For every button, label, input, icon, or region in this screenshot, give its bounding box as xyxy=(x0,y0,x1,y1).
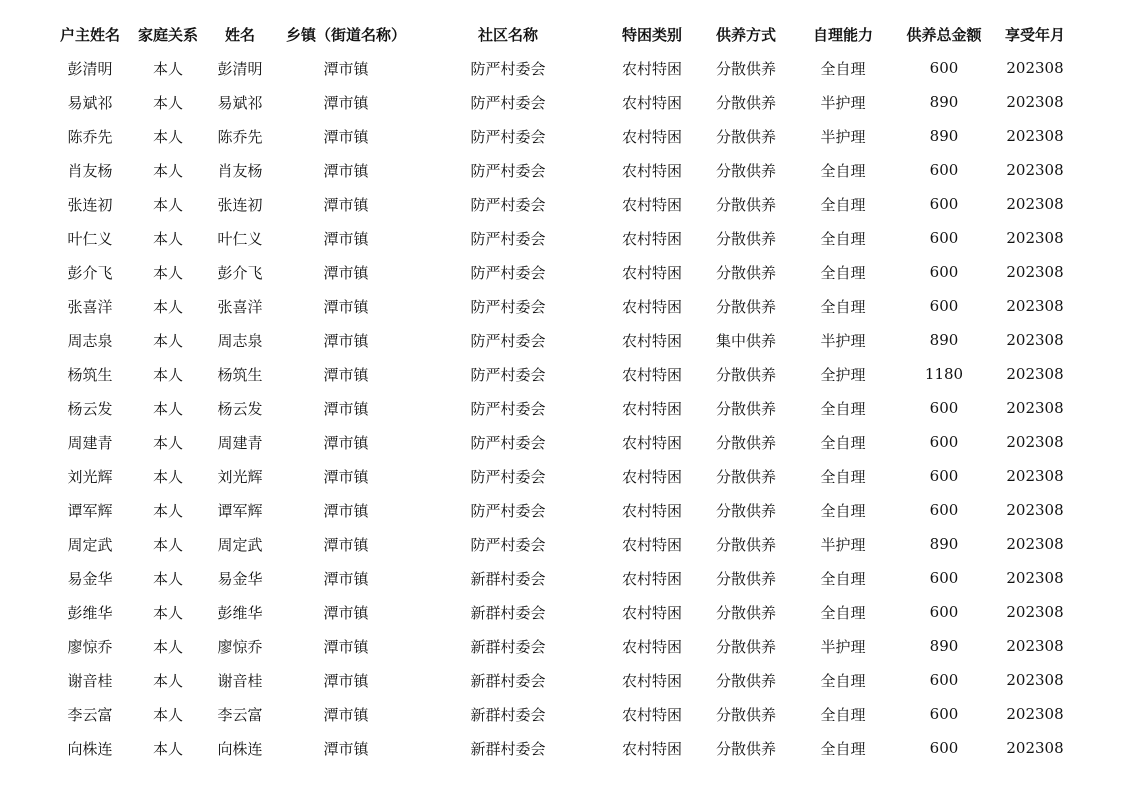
cell-relation: 本人 xyxy=(152,433,183,452)
cell-month: 202308 xyxy=(1006,263,1064,281)
cell-township: 潭市镇 xyxy=(323,569,369,588)
cell-community: 新群村委会 xyxy=(470,705,546,724)
cell-amount: 600 xyxy=(929,501,959,519)
cell-amount: 600 xyxy=(929,229,959,247)
cell-category: 农村特困 xyxy=(621,365,682,384)
cell-category: 农村特困 xyxy=(621,195,682,214)
cell-township: 潭市镇 xyxy=(323,535,369,554)
cell-township: 潭市镇 xyxy=(323,263,369,282)
cell-community: 防严村委会 xyxy=(470,93,546,112)
cell-amount: 600 xyxy=(929,467,959,485)
cell-category: 农村特困 xyxy=(621,671,682,690)
cell-support-mode: 分散供养 xyxy=(715,467,776,486)
cell-month: 202308 xyxy=(1006,433,1064,451)
cell-amount: 600 xyxy=(929,263,959,281)
cell-self-care: 全自理 xyxy=(820,569,866,588)
cell-amount: 600 xyxy=(929,705,959,723)
cell-self-care: 全自理 xyxy=(820,161,866,180)
cell-name: 张连初 xyxy=(217,195,263,214)
cell-relation: 本人 xyxy=(152,535,183,554)
cell-support-mode: 分散供养 xyxy=(715,637,776,656)
cell-township: 潭市镇 xyxy=(323,467,369,486)
cell-township: 潭市镇 xyxy=(323,399,369,418)
cell-amount: 600 xyxy=(929,603,959,621)
cell-self-care: 全自理 xyxy=(820,297,866,316)
cell-township: 潭市镇 xyxy=(323,127,369,146)
cell-category: 农村特困 xyxy=(621,93,682,112)
cell-community: 防严村委会 xyxy=(470,535,546,554)
cell-category: 农村特困 xyxy=(621,399,682,418)
header-cell-support-mode: 供养方式 xyxy=(715,25,776,44)
cell-household-head: 周建青 xyxy=(67,433,113,452)
cell-township: 潭市镇 xyxy=(323,331,369,350)
cell-household-head: 张连初 xyxy=(67,195,113,214)
cell-household-head: 杨云发 xyxy=(67,399,113,418)
cell-household-head: 周志泉 xyxy=(67,331,113,350)
cell-name: 易斌祁 xyxy=(217,93,263,112)
cell-support-mode: 分散供养 xyxy=(715,161,776,180)
cell-community: 防严村委会 xyxy=(470,501,546,520)
cell-household-head: 谢音桂 xyxy=(67,671,113,690)
cell-support-mode: 分散供养 xyxy=(715,93,776,112)
cell-name: 肖友杨 xyxy=(217,161,263,180)
cell-support-mode: 分散供养 xyxy=(715,739,776,758)
header-cell-month: 享受年月 xyxy=(1004,25,1065,44)
table-row xyxy=(48,493,1080,527)
cell-category: 农村特困 xyxy=(621,161,682,180)
cell-amount: 890 xyxy=(929,637,959,655)
cell-self-care: 全自理 xyxy=(820,467,866,486)
cell-community: 防严村委会 xyxy=(470,161,546,180)
cell-support-mode: 集中供养 xyxy=(715,331,776,350)
cell-relation: 本人 xyxy=(152,161,183,180)
cell-amount: 600 xyxy=(929,59,959,77)
table-row xyxy=(48,391,1080,425)
cell-amount: 600 xyxy=(929,161,959,179)
cell-amount: 890 xyxy=(929,331,959,349)
cell-self-care: 全自理 xyxy=(820,59,866,78)
cell-community: 新群村委会 xyxy=(470,671,546,690)
table-row xyxy=(48,323,1080,357)
cell-month: 202308 xyxy=(1006,161,1064,179)
cell-household-head: 易金华 xyxy=(67,569,113,588)
cell-month: 202308 xyxy=(1006,365,1064,383)
cell-relation: 本人 xyxy=(152,59,183,78)
header-cell-category: 特困类别 xyxy=(621,25,682,44)
cell-amount: 1180 xyxy=(924,365,964,383)
table-row xyxy=(48,731,1080,765)
cell-name: 杨云发 xyxy=(217,399,263,418)
cell-amount: 600 xyxy=(929,569,959,587)
cell-household-head: 谭军辉 xyxy=(67,501,113,520)
cell-self-care: 全护理 xyxy=(820,365,866,384)
cell-household-head: 易斌祁 xyxy=(67,93,113,112)
cell-township: 潭市镇 xyxy=(323,671,369,690)
cell-month: 202308 xyxy=(1006,127,1064,145)
cell-month: 202308 xyxy=(1006,229,1064,247)
cell-category: 农村特困 xyxy=(621,535,682,554)
cell-amount: 600 xyxy=(929,433,959,451)
cell-household-head: 彭清明 xyxy=(67,59,113,78)
cell-relation: 本人 xyxy=(152,467,183,486)
cell-relation: 本人 xyxy=(152,331,183,350)
cell-name: 谭军辉 xyxy=(217,501,263,520)
cell-name: 易金华 xyxy=(217,569,263,588)
table-row xyxy=(48,697,1080,731)
table-row xyxy=(48,425,1080,459)
cell-month: 202308 xyxy=(1006,535,1064,553)
cell-household-head: 张喜洋 xyxy=(67,297,113,316)
cell-amount: 600 xyxy=(929,671,959,689)
cell-relation: 本人 xyxy=(152,705,183,724)
table-row xyxy=(48,221,1080,255)
cell-category: 农村特困 xyxy=(621,59,682,78)
cell-household-head: 向株连 xyxy=(67,739,113,758)
cell-support-mode: 分散供养 xyxy=(715,127,776,146)
table-row xyxy=(48,255,1080,289)
table-row xyxy=(48,663,1080,697)
cell-relation: 本人 xyxy=(152,127,183,146)
cell-support-mode: 分散供养 xyxy=(715,569,776,588)
table-row xyxy=(48,289,1080,323)
table-body xyxy=(48,51,1080,765)
cell-amount: 600 xyxy=(929,399,959,417)
cell-name: 陈乔先 xyxy=(217,127,263,146)
cell-name: 彭维华 xyxy=(217,603,263,622)
cell-amount: 600 xyxy=(929,297,959,315)
table-row xyxy=(48,629,1080,663)
cell-support-mode: 分散供养 xyxy=(715,365,776,384)
header-cell-name: 姓名 xyxy=(224,25,255,44)
cell-self-care: 半护理 xyxy=(820,331,866,350)
cell-month: 202308 xyxy=(1006,739,1064,757)
cell-month: 202308 xyxy=(1006,569,1064,587)
cell-township: 潭市镇 xyxy=(323,59,369,78)
cell-township: 潭市镇 xyxy=(323,739,369,758)
cell-community: 防严村委会 xyxy=(470,365,546,384)
cell-township: 潭市镇 xyxy=(323,93,369,112)
cell-category: 农村特困 xyxy=(621,263,682,282)
cell-self-care: 全自理 xyxy=(820,603,866,622)
table-row xyxy=(48,119,1080,153)
cell-month: 202308 xyxy=(1006,331,1064,349)
cell-name: 李云富 xyxy=(217,705,263,724)
cell-name: 彭介飞 xyxy=(217,263,263,282)
cell-name: 周定武 xyxy=(217,535,263,554)
cell-household-head: 廖惊乔 xyxy=(67,637,113,656)
header-cell-township: 乡镇（街道名称） xyxy=(285,25,406,44)
cell-self-care: 全自理 xyxy=(820,739,866,758)
cell-community: 新群村委会 xyxy=(470,739,546,758)
cell-category: 农村特困 xyxy=(621,127,682,146)
cell-relation: 本人 xyxy=(152,569,183,588)
cell-category: 农村特困 xyxy=(621,433,682,452)
cell-township: 潭市镇 xyxy=(323,603,369,622)
cell-support-mode: 分散供养 xyxy=(715,705,776,724)
cell-amount: 890 xyxy=(929,127,959,145)
cell-township: 潭市镇 xyxy=(323,229,369,248)
cell-month: 202308 xyxy=(1006,467,1064,485)
cell-relation: 本人 xyxy=(152,263,183,282)
cell-self-care: 全自理 xyxy=(820,263,866,282)
cell-category: 农村特困 xyxy=(621,297,682,316)
cell-community: 防严村委会 xyxy=(470,399,546,418)
table-row xyxy=(48,459,1080,493)
cell-name: 刘光辉 xyxy=(217,467,263,486)
cell-support-mode: 分散供养 xyxy=(715,399,776,418)
cell-month: 202308 xyxy=(1006,297,1064,315)
cell-community: 防严村委会 xyxy=(470,433,546,452)
cell-household-head: 肖友杨 xyxy=(67,161,113,180)
cell-month: 202308 xyxy=(1006,705,1064,723)
cell-support-mode: 分散供养 xyxy=(715,297,776,316)
cell-amount: 890 xyxy=(929,535,959,553)
cell-self-care: 全自理 xyxy=(820,195,866,214)
cell-community: 防严村委会 xyxy=(470,467,546,486)
cell-township: 潭市镇 xyxy=(323,161,369,180)
cell-township: 潭市镇 xyxy=(323,705,369,724)
cell-name: 周志泉 xyxy=(217,331,263,350)
cell-support-mode: 分散供养 xyxy=(715,229,776,248)
cell-name: 杨筑生 xyxy=(217,365,263,384)
cell-relation: 本人 xyxy=(152,93,183,112)
cell-household-head: 叶仁义 xyxy=(67,229,113,248)
cell-support-mode: 分散供养 xyxy=(715,195,776,214)
cell-self-care: 全自理 xyxy=(820,705,866,724)
cell-self-care: 半护理 xyxy=(820,535,866,554)
cell-self-care: 全自理 xyxy=(820,501,866,520)
table-row xyxy=(48,561,1080,595)
cell-township: 潭市镇 xyxy=(323,637,369,656)
cell-community: 新群村委会 xyxy=(470,637,546,656)
table-row xyxy=(48,85,1080,119)
cell-relation: 本人 xyxy=(152,297,183,316)
cell-relation: 本人 xyxy=(152,739,183,758)
header-cell-amount: 供养总金额 xyxy=(906,25,982,44)
cell-month: 202308 xyxy=(1006,59,1064,77)
cell-community: 防严村委会 xyxy=(470,127,546,146)
cell-month: 202308 xyxy=(1006,399,1064,417)
cell-household-head: 彭介飞 xyxy=(67,263,113,282)
cell-support-mode: 分散供养 xyxy=(715,433,776,452)
cell-name: 谢音桂 xyxy=(217,671,263,690)
cell-month: 202308 xyxy=(1006,93,1064,111)
cell-community: 防严村委会 xyxy=(470,195,546,214)
cell-self-care: 全自理 xyxy=(820,433,866,452)
cell-month: 202308 xyxy=(1006,603,1064,621)
cell-support-mode: 分散供养 xyxy=(715,501,776,520)
cell-household-head: 彭维华 xyxy=(67,603,113,622)
cell-category: 农村特困 xyxy=(621,739,682,758)
cell-amount: 600 xyxy=(929,739,959,757)
cell-township: 潭市镇 xyxy=(323,501,369,520)
cell-month: 202308 xyxy=(1006,501,1064,519)
cell-community: 新群村委会 xyxy=(470,569,546,588)
header-cell-community: 社区名称 xyxy=(477,25,538,44)
cell-month: 202308 xyxy=(1006,195,1064,213)
cell-township: 潭市镇 xyxy=(323,365,369,384)
cell-category: 农村特困 xyxy=(621,637,682,656)
cell-name: 叶仁义 xyxy=(217,229,263,248)
cell-township: 潭市镇 xyxy=(323,195,369,214)
cell-relation: 本人 xyxy=(152,399,183,418)
cell-relation: 本人 xyxy=(152,637,183,656)
cell-name: 周建青 xyxy=(217,433,263,452)
cell-self-care: 全自理 xyxy=(820,399,866,418)
cell-relation: 本人 xyxy=(152,195,183,214)
cell-category: 农村特困 xyxy=(621,501,682,520)
table-header xyxy=(48,17,1080,51)
cell-community: 防严村委会 xyxy=(470,263,546,282)
cell-relation: 本人 xyxy=(152,671,183,690)
header-cell-household-head: 户主姓名 xyxy=(59,25,120,44)
header-cell-relation: 家庭关系 xyxy=(137,25,198,44)
cell-category: 农村特困 xyxy=(621,331,682,350)
cell-category: 农村特困 xyxy=(621,229,682,248)
cell-relation: 本人 xyxy=(152,501,183,520)
table-row xyxy=(48,357,1080,391)
cell-amount: 890 xyxy=(929,93,959,111)
cell-household-head: 陈乔先 xyxy=(67,127,113,146)
header-cell-self-care: 自理能力 xyxy=(812,25,873,44)
cell-community: 防严村委会 xyxy=(470,331,546,350)
cell-amount: 600 xyxy=(929,195,959,213)
cell-community: 防严村委会 xyxy=(470,59,546,78)
cell-household-head: 杨筑生 xyxy=(67,365,113,384)
cell-category: 农村特困 xyxy=(621,705,682,724)
table-row xyxy=(48,527,1080,561)
cell-community: 新群村委会 xyxy=(470,603,546,622)
cell-township: 潭市镇 xyxy=(323,297,369,316)
cell-name: 向株连 xyxy=(217,739,263,758)
table-row xyxy=(48,51,1080,85)
cell-community: 防严村委会 xyxy=(470,229,546,248)
cell-name: 张喜洋 xyxy=(217,297,263,316)
cell-month: 202308 xyxy=(1006,671,1064,689)
table-row xyxy=(48,595,1080,629)
cell-self-care: 半护理 xyxy=(820,637,866,656)
cell-community: 防严村委会 xyxy=(470,297,546,316)
cell-township: 潭市镇 xyxy=(323,433,369,452)
cell-household-head: 周定武 xyxy=(67,535,113,554)
cell-relation: 本人 xyxy=(152,365,183,384)
cell-self-care: 全自理 xyxy=(820,671,866,690)
cell-relation: 本人 xyxy=(152,603,183,622)
cell-household-head: 李云富 xyxy=(67,705,113,724)
cell-household-head: 刘光辉 xyxy=(67,467,113,486)
cell-category: 农村特困 xyxy=(621,467,682,486)
cell-relation: 本人 xyxy=(152,229,183,248)
cell-support-mode: 分散供养 xyxy=(715,603,776,622)
cell-category: 农村特困 xyxy=(621,569,682,588)
table-row xyxy=(48,153,1080,187)
cell-name: 彭清明 xyxy=(217,59,263,78)
cell-self-care: 全自理 xyxy=(820,229,866,248)
cell-self-care: 半护理 xyxy=(820,127,866,146)
table-row xyxy=(48,187,1080,221)
cell-support-mode: 分散供养 xyxy=(715,535,776,554)
cell-support-mode: 分散供养 xyxy=(715,671,776,690)
cell-category: 农村特困 xyxy=(621,603,682,622)
beneficiary-table xyxy=(48,17,1080,765)
header-row xyxy=(48,17,1080,51)
cell-self-care: 半护理 xyxy=(820,93,866,112)
cell-month: 202308 xyxy=(1006,637,1064,655)
cell-name: 廖惊乔 xyxy=(217,637,263,656)
cell-support-mode: 分散供养 xyxy=(715,263,776,282)
cell-support-mode: 分散供养 xyxy=(715,59,776,78)
